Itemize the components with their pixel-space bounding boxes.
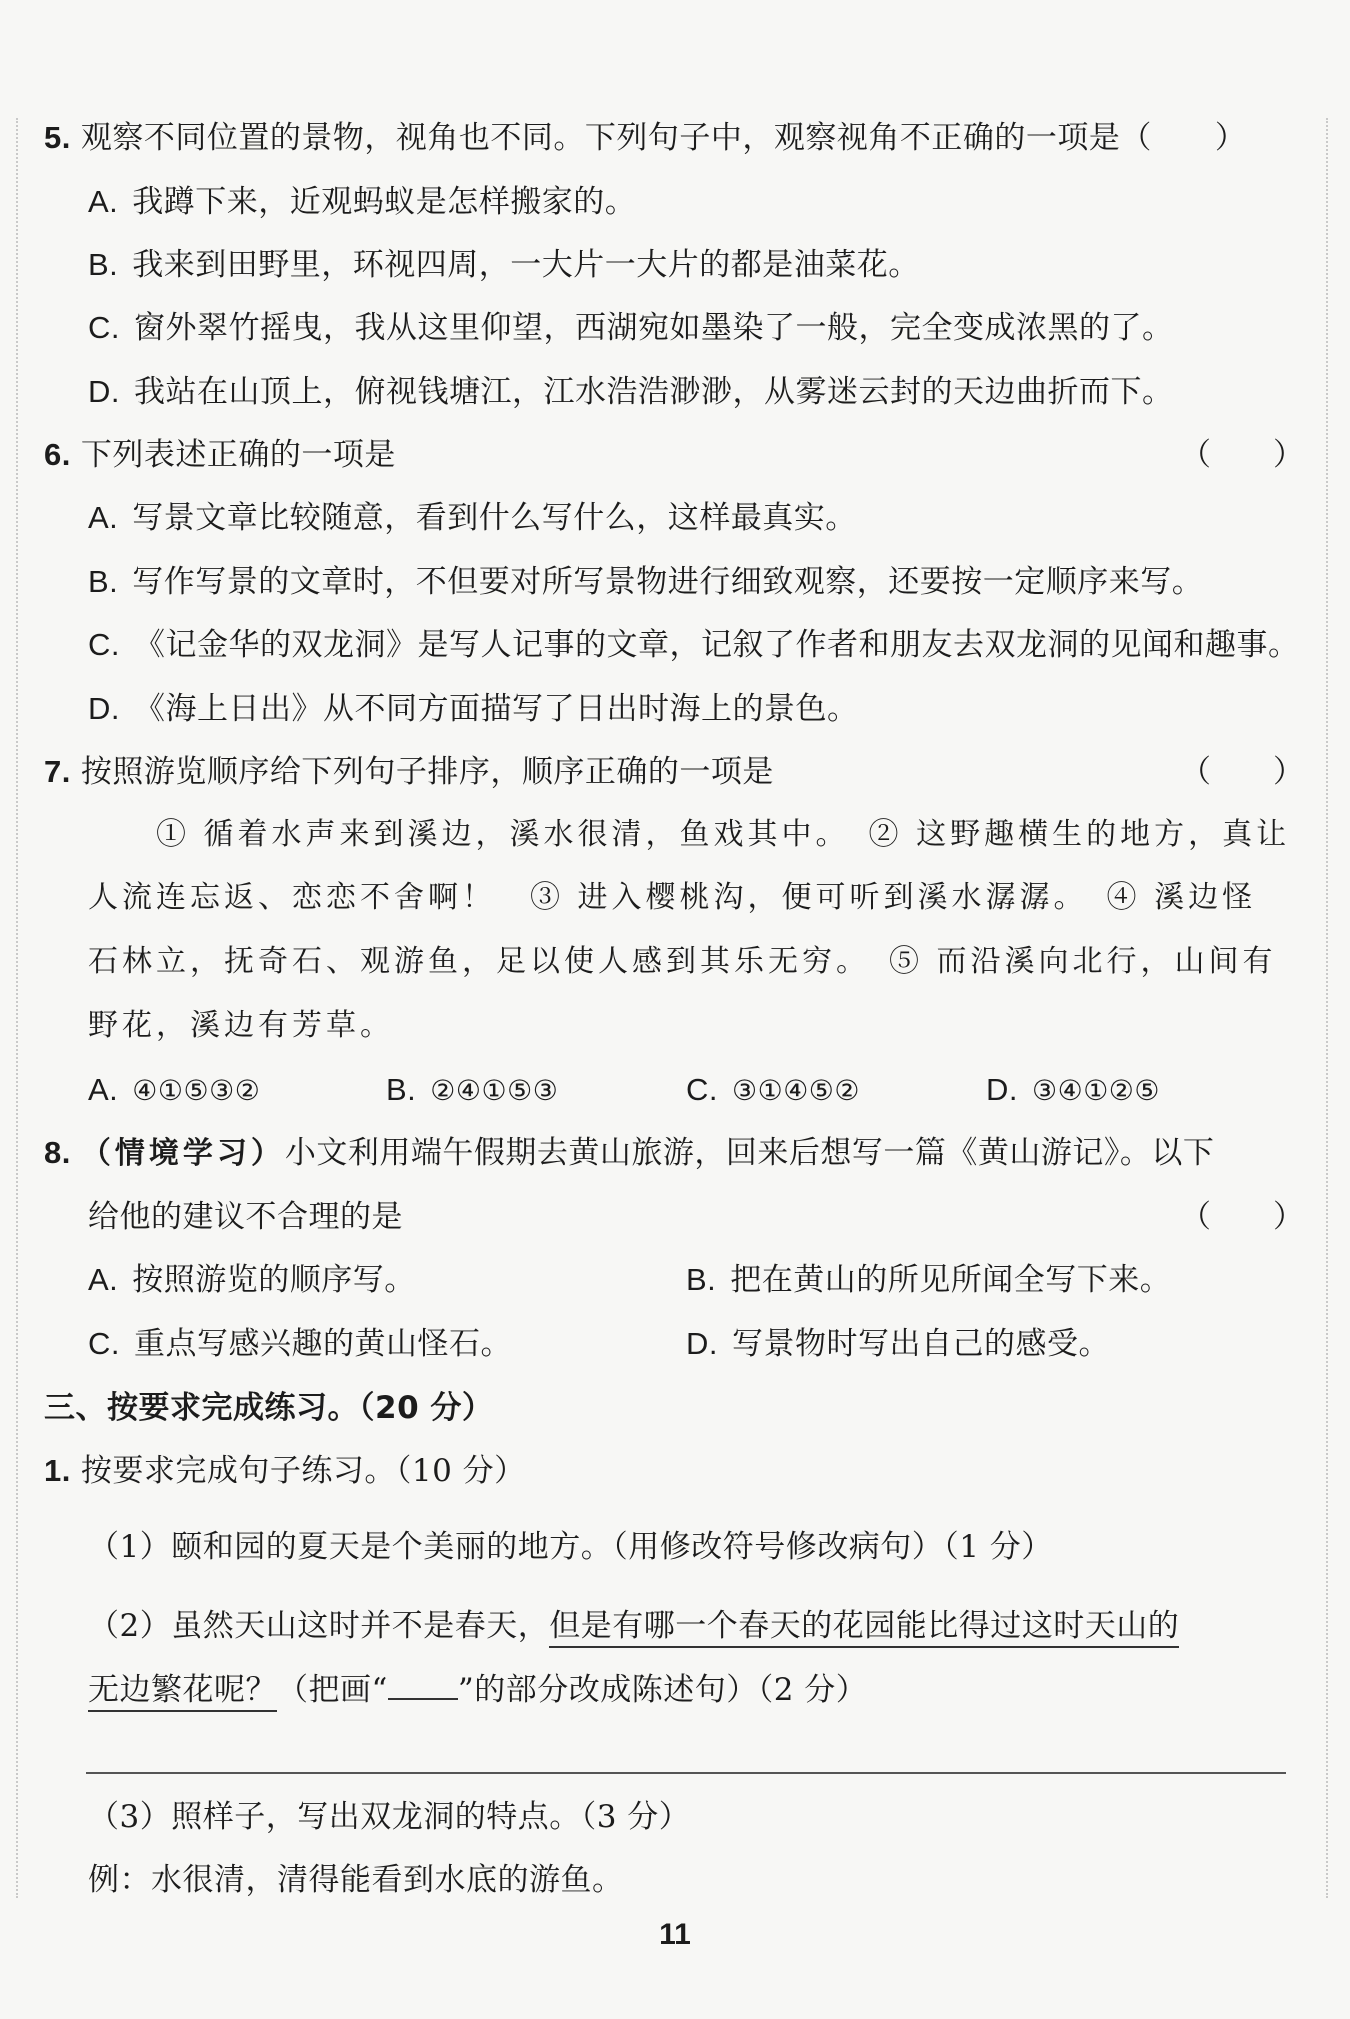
question-5-stem: 5. 观察不同位置的景物，视角也不同。下列句子中，观察视角不正确的一项是（ ） xyxy=(44,120,1247,156)
underlined-sentence: 但是有哪一个春天的花园能比得过这时天山的 xyxy=(549,1608,1179,1648)
situation-tag: （情境学习） xyxy=(80,1136,285,1171)
q8-option-c: C. 重点写感兴趣的黄山怪石。 xyxy=(88,1326,512,1362)
q7-answer-paren: （ ） xyxy=(1180,754,1304,790)
q8-option-a: A. 按照游览的顺序写。 xyxy=(88,1262,416,1298)
blank-line-sample xyxy=(388,1698,458,1700)
q6-option-b: B. 写作写景的文章时，不但要对所写景物进行细致观察，还要按一定顺序来写。 xyxy=(88,564,1204,600)
q5-option-c: C. 窗外翠竹摇曳，我从这里仰望，西湖宛如墨染了一般，完全变成浓黑的了。 xyxy=(88,310,1174,346)
q7-option-a: A. ④①⑤③② xyxy=(88,1072,261,1107)
s3q1-sub-3: （3）照样子，写出双龙洞的特点。（3 分） xyxy=(88,1799,691,1835)
page-number: 11 xyxy=(659,1918,691,1951)
q5-option-d: D. 我站在山顶上，俯视钱塘江，江水浩浩渺渺，从雾迷云封的天边曲折而下。 xyxy=(88,374,1174,410)
question-number: 5. xyxy=(44,120,71,155)
q7-passage-line-4: 野花，溪边有芳草。 xyxy=(88,1008,394,1043)
question-8-stem: 8. （情境学习）小文利用端午假期去黄山旅游，回来后想写一篇《黄山游记》。以下 xyxy=(44,1135,1215,1171)
s3q1-sub-2: （2）虽然天山这时并不是春天，但是有哪一个春天的花园能比得过这时天山的 xyxy=(88,1606,1179,1646)
question-6-stem: 6. 下列表述正确的一项是 xyxy=(44,437,396,473)
q7-option-d: D. ③④①②⑤ xyxy=(986,1072,1161,1107)
q7-passage-line-1: ① 循着水声来到溪边，溪水很清，鱼戏其中。 ② 这野趣横生的地方，真让 xyxy=(156,817,1291,852)
q7-passage-line-3: 石林立，抚奇石、观游鱼，足以使人感到其乐无穷。 ⑤ 而沿溪向北行，山间有 xyxy=(88,944,1277,979)
answer-line[interactable] xyxy=(86,1772,1286,1774)
s3q1-sub-1: （1）颐和园的夏天是个美丽的地方。（用修改符号修改病句）（1 分） xyxy=(88,1529,1053,1565)
right-dotted-border xyxy=(1326,118,1328,1898)
q6-option-c: C. 《记金华的双龙洞》是写人记事的文章，记叙了作者和朋友去双龙洞的见闻和趣事。 xyxy=(88,627,1300,663)
question-7-stem: 7. 按照游览顺序给下列句子排序，顺序正确的一项是 xyxy=(44,754,774,790)
q7-option-c: C. ③①④⑤② xyxy=(686,1072,861,1107)
left-dotted-border xyxy=(16,118,18,1898)
q8-answer-paren: （ ） xyxy=(1180,1199,1304,1235)
q6-answer-paren: （ ） xyxy=(1180,437,1304,473)
q6-option-a: A. 写景文章比较随意，看到什么写什么，这样最真实。 xyxy=(88,500,857,536)
question-8-stem-cont: 给他的建议不合理的是 xyxy=(88,1199,403,1235)
q7-passage-line-2: 人流连忘返、恋恋不舍啊！ ③ 进入樱桃沟，便可听到溪水潺潺。 ④ 溪边怪 xyxy=(88,880,1257,915)
q7-option-b: B. ②④①⑤③ xyxy=(386,1072,559,1107)
q8-option-b: B. 把在黄山的所见所闻全写下来。 xyxy=(686,1262,1172,1298)
s3-question-1-stem: 1. 按要求完成句子练习。（10 分） xyxy=(44,1453,526,1489)
section-3-heading: 三、按要求完成练习。（20 分） xyxy=(44,1390,494,1426)
q6-option-d: D. 《海上日出》从不同方面描写了日出时海上的景色。 xyxy=(88,691,859,727)
q5-option-b: B. 我来到田野里，环视四周，一大片一大片的都是油菜花。 xyxy=(88,247,920,283)
s3q1-sub-2-cont: 无边繁花呢？（把画“ ”的部分改成陈述句）（2 分） xyxy=(88,1670,867,1710)
q5-option-a: A. 我蹲下来，近观蚂蚁是怎样搬家的。 xyxy=(88,184,637,220)
s3q1-example: 例：水很清，清得能看到水底的游鱼。 xyxy=(88,1862,624,1898)
q8-option-d: D. 写景物时写出自己的感受。 xyxy=(686,1326,1110,1362)
